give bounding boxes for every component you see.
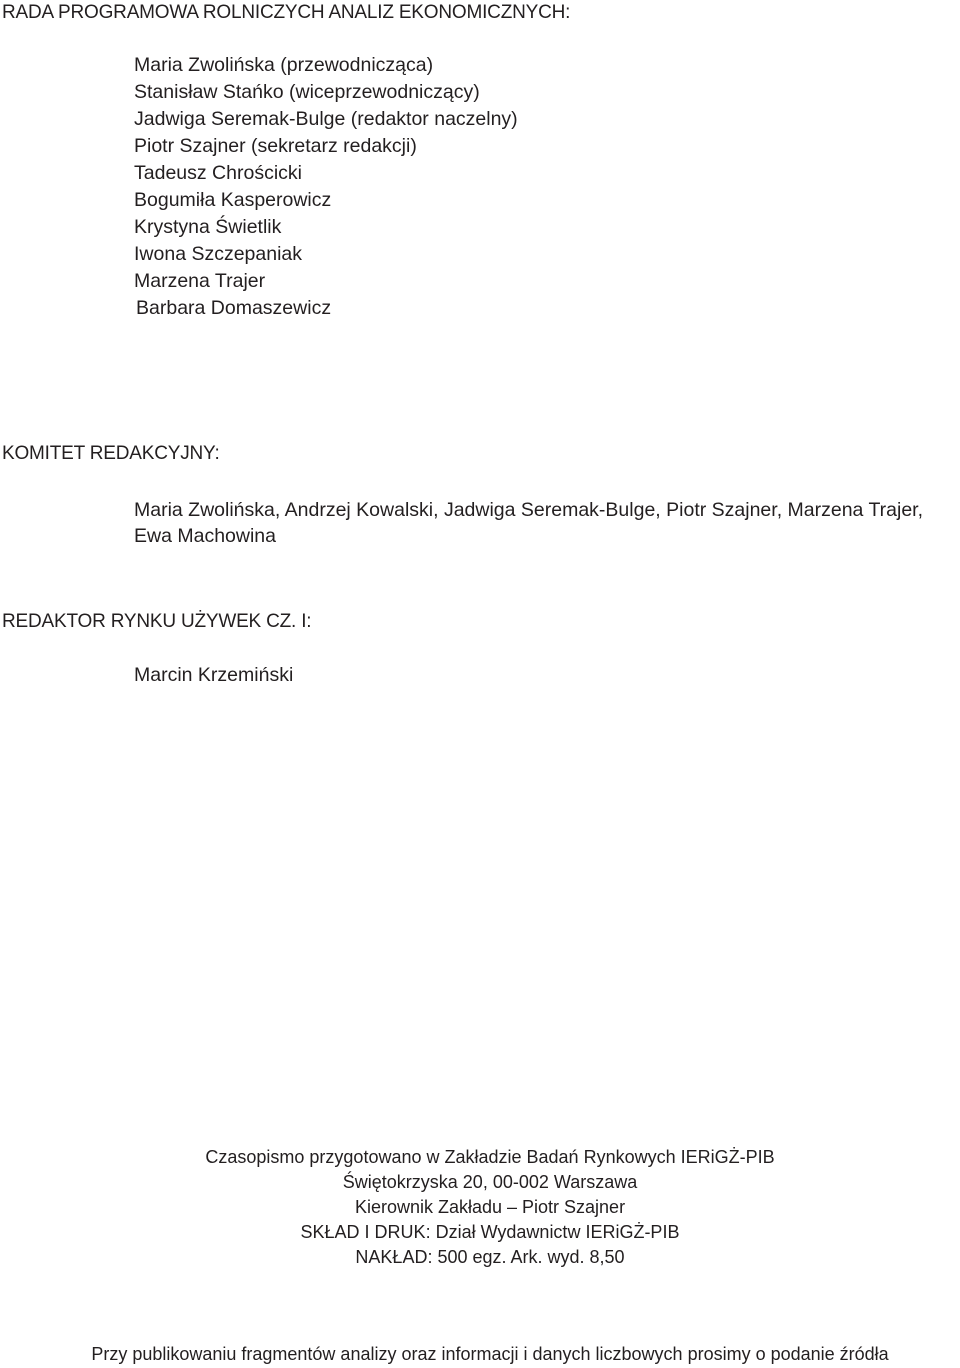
program-council-list (134, 52, 518, 322)
list-item: Maria Zwolińska (przewodnicząca) (134, 54, 434, 76)
list-item: Krystyna Świetlik (134, 216, 282, 238)
list-item: Iwona Szczepaniak (134, 243, 303, 265)
list-item: Barbara Domaszewicz (136, 297, 332, 319)
colophon (0, 1145, 960, 1270)
list-item: Stanisław Stańko (wiceprzewodniczący) (134, 81, 480, 103)
program-council-heading: RADA PROGRAMOWA ROLNICZYCH ANALIZ EKONOMICZNYCH: (2, 2, 571, 23)
colophon-prepared-by: Czasopismo przygotowano w Zakładzie Badań Rynkowych IERiGŻ-PIB (205, 1147, 775, 1167)
list-item: Piotr Szajner (sekretarz redakcji) (134, 135, 417, 157)
source-notice: Przy publikowaniu fragmentów analizy oraz informacji i danych liczbowych prosimy o podanie źródła (91, 1344, 889, 1364)
colophon-address: Świętokrzyska 20, 00-002 Warszawa (342, 1172, 638, 1192)
list-item: Tadeusz Chrościcki (134, 162, 302, 184)
list-item: Bogumiła Kasperowicz (134, 189, 332, 211)
colophon-circulation: NAKŁAD: 500 egz. Ark. wyd. 8,50 (355, 1247, 625, 1267)
market-editor-name: Marcin Krzemiński (134, 664, 294, 686)
editorial-committee-members: Maria Zwolińska, Andrzej Kowalski, Jadwiga Seremak-Bulge, Piotr Szajner, Marzena Trajer, Ewa Machowina (134, 499, 923, 547)
market-editor-heading: REDAKTOR RYNKU UŻYWEK CZ. I: (2, 611, 312, 632)
list-item: Jadwiga Seremak-Bulge (redaktor naczelny) (134, 108, 518, 130)
colophon-print: SKŁAD I DRUK: Dział Wydawnictw IERiGŻ-PIB (300, 1222, 680, 1242)
editorial-committee-heading: KOMITET REDAKCYJNY: (2, 443, 220, 464)
colophon-head: Kierownik Zakładu – Piotr Szajner (354, 1197, 626, 1217)
list-item: Marzena Trajer (134, 270, 266, 292)
